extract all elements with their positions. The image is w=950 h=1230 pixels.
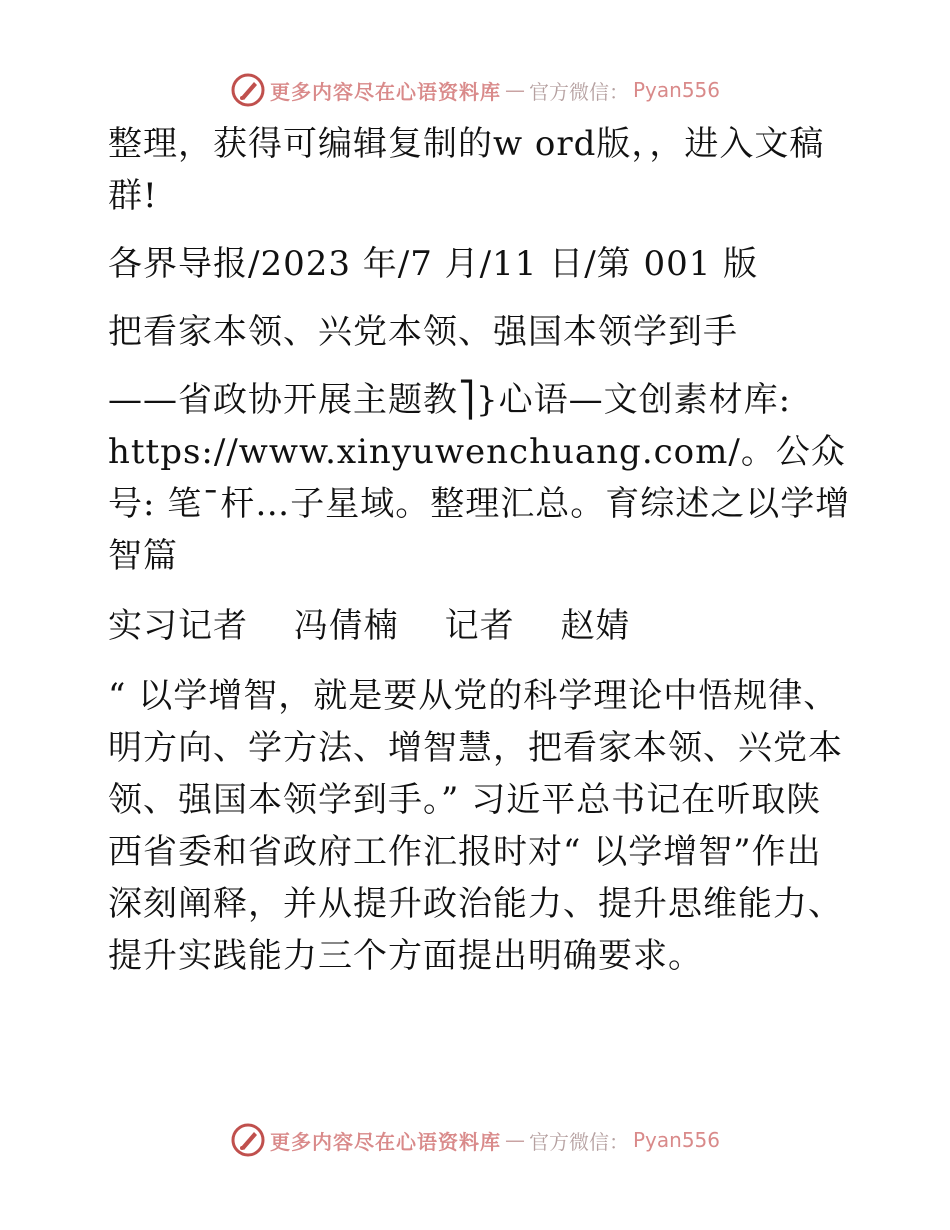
watermark-dash: —: [504, 78, 525, 102]
document-body: [96, 118, 856, 982]
byline-name-2: 赵婧: [560, 606, 631, 646]
header-watermark: [0, 70, 950, 110]
intro-line: 整理，获得可编辑复制的w ord版，，进入文稿群!: [108, 124, 825, 216]
article-paragraph: “ 以学增智，就是要从党的科学理论中悟规律、明方向、学方法、增智慧，把看家本领、兴党本领、强国本领学到手。” 习近平总书记在听取陕西省委和省政府工作汇报时对“ 以学增智”作出深刻阐释，并从提升政治能力、提升思维能力、提升实践能力三个方面提出明确要求。: [108, 676, 843, 976]
watermark-wechat-id: Pyan556: [632, 78, 720, 102]
watermark-dash: —: [504, 1128, 525, 1152]
watermark-wechat-label: 官方微信：: [528, 1129, 629, 1154]
article-title: 把看家本领、兴党本领、强国本领学到手: [108, 312, 738, 352]
watermark-wechat-id: Pyan556: [632, 1128, 720, 1152]
byline-role-2: 记者: [444, 606, 515, 646]
watermark-brand: 更多内容尽在心语资料库: [269, 1129, 501, 1154]
article-subtitle: ——省政协开展主题教⎤}心语—文创素材库: https://www.xinyuwenchuang.com/。公众号: 笔¯杆…子星域。整理汇总。育综述之以学增智篇: [108, 380, 851, 576]
byline-role-1: 实习记者: [108, 606, 248, 646]
watermark-brand: 更多内容尽在心语资料库: [269, 79, 501, 104]
publication-line: 各界导报/2023 年/7 月/11 日/第 001 版: [108, 244, 759, 284]
byline: [96, 600, 856, 652]
watermark-wechat-label: 官方微信：: [528, 79, 629, 104]
pen-circle-logo-icon: [230, 1122, 266, 1158]
footer-watermark: [0, 1120, 950, 1160]
pen-circle-logo-icon: [230, 72, 266, 108]
byline-name-1: 冯倩楠: [293, 606, 399, 646]
